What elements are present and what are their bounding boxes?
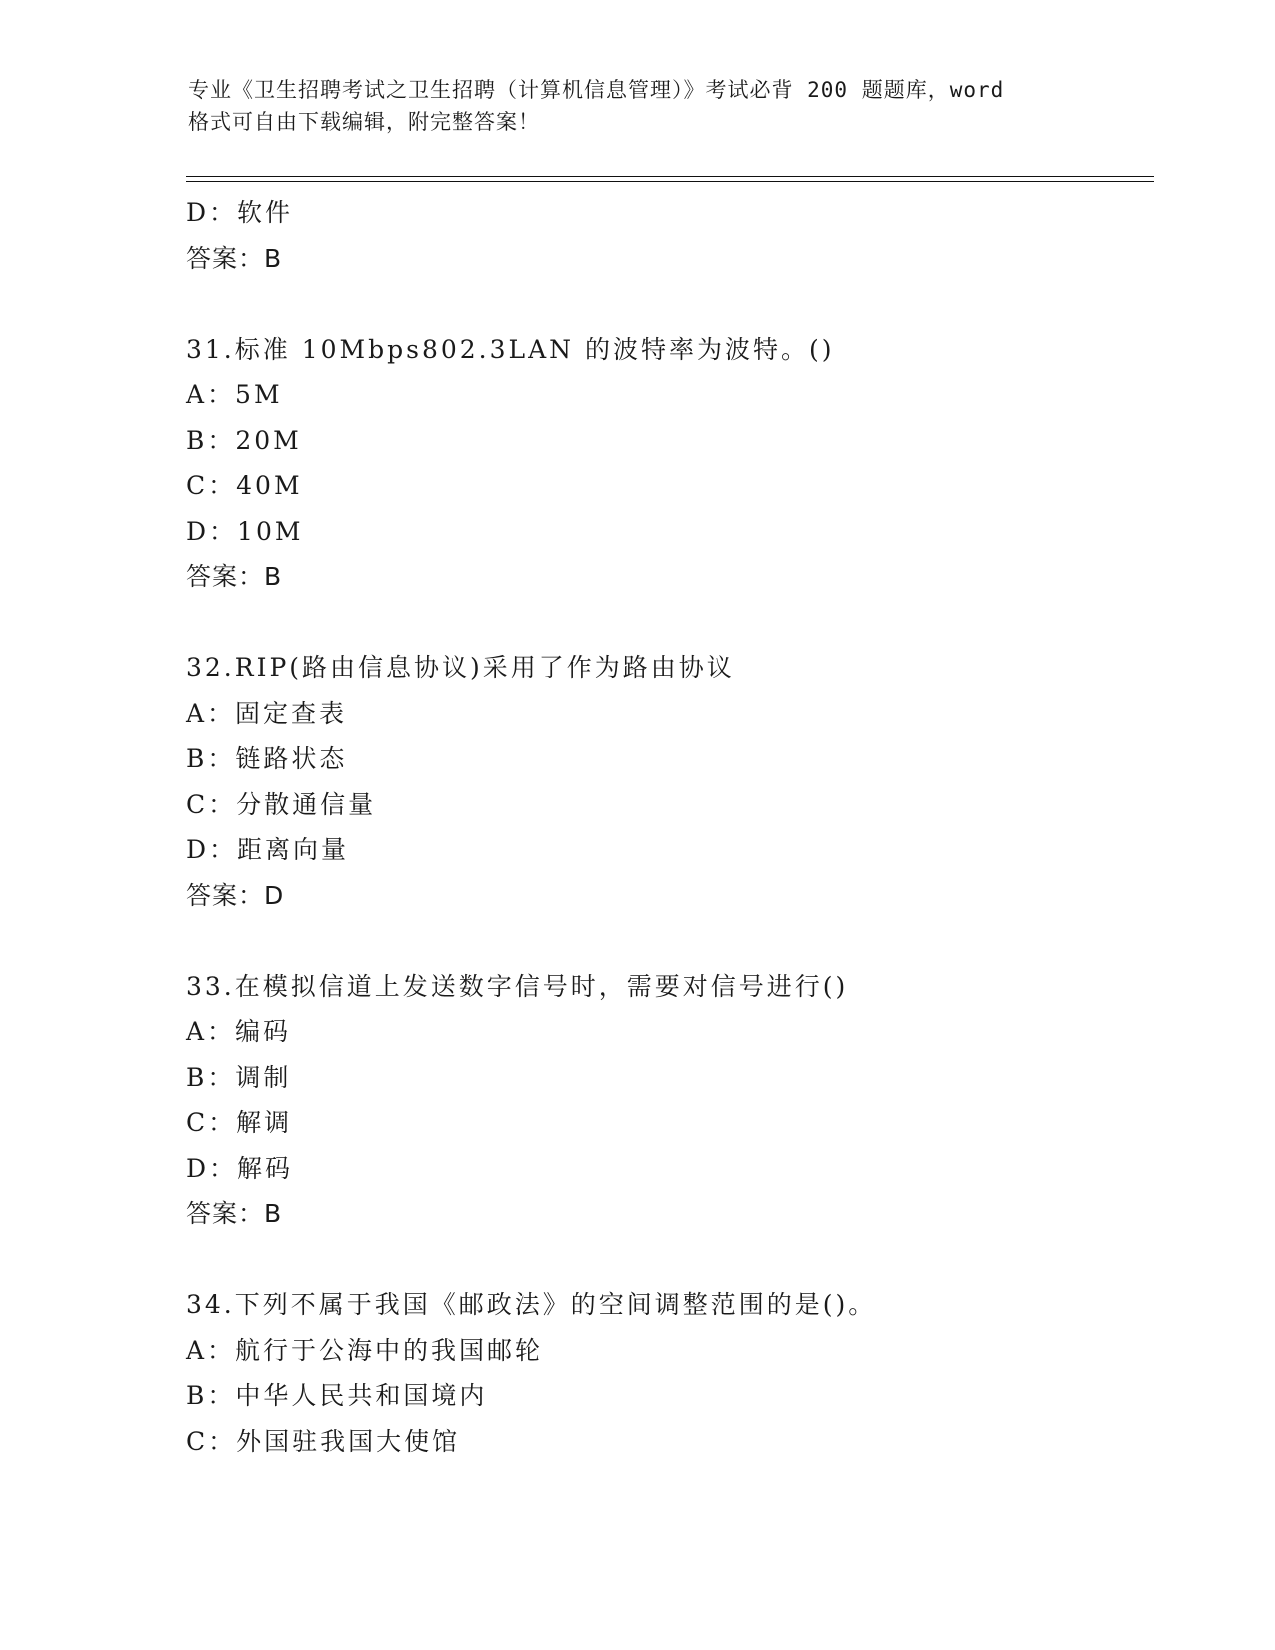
question-stem: 31.标准 10Mbps802.3LAN 的波特率为波特。()	[186, 334, 835, 364]
option-c: C：分散通信量	[186, 789, 377, 819]
option-b: B：链路状态	[186, 744, 348, 773]
question-33	[186, 964, 1146, 1237]
option-a: A：固定查表	[186, 698, 348, 728]
question-stem: 32.RIP(路由信息协议)采用了作为路由协议	[186, 653, 735, 682]
spacer	[186, 918, 1146, 964]
option-d: D：解码	[186, 1153, 294, 1183]
answer: 答案：D	[186, 880, 285, 910]
option-a: A：编码	[186, 1017, 292, 1046]
answer: 答案：B	[186, 1199, 283, 1228]
option-c: C：40M	[186, 471, 303, 500]
answer: 答案：B	[186, 562, 283, 591]
option-c: C：外国驻我国大使馆	[186, 1426, 461, 1456]
option-c: C：解调	[186, 1108, 293, 1137]
header-rule-bottom	[186, 181, 1154, 182]
header-rule-top	[186, 176, 1154, 177]
header-line-2: 格式可自由下载编辑，附完整答案！	[188, 110, 540, 134]
question-stem: 34.下列不属于我国《邮政法》的空间调整范围的是()。	[186, 1290, 877, 1319]
option-b: B：20M	[186, 425, 302, 455]
spacer	[186, 600, 1146, 646]
question-list	[186, 190, 1146, 1464]
spacer	[186, 281, 1146, 327]
question-32	[186, 645, 1146, 918]
option-d: D：10M	[186, 516, 304, 546]
question-34	[186, 1282, 1146, 1464]
option-a: A：航行于公海中的我国邮轮	[186, 1335, 544, 1365]
option-d: D：距离向量	[186, 835, 350, 864]
spacer	[186, 1237, 1146, 1283]
question-stem: 33.在模拟信道上发送数字信号时，需要对信号进行()	[186, 971, 849, 1001]
option-b: B：调制	[186, 1062, 292, 1092]
document-header	[188, 74, 1088, 138]
option-d: D：软件	[186, 198, 294, 227]
option-b: B：中华人民共和国境内	[186, 1381, 488, 1410]
header-line-1: 专业《卫生招聘考试之卫生招聘（计算机信息管理）》考试必背 200 题题库，word	[188, 78, 1005, 102]
answer: 答案：B	[186, 243, 283, 273]
question-31	[186, 327, 1146, 600]
option-a: A：5M	[186, 380, 283, 409]
